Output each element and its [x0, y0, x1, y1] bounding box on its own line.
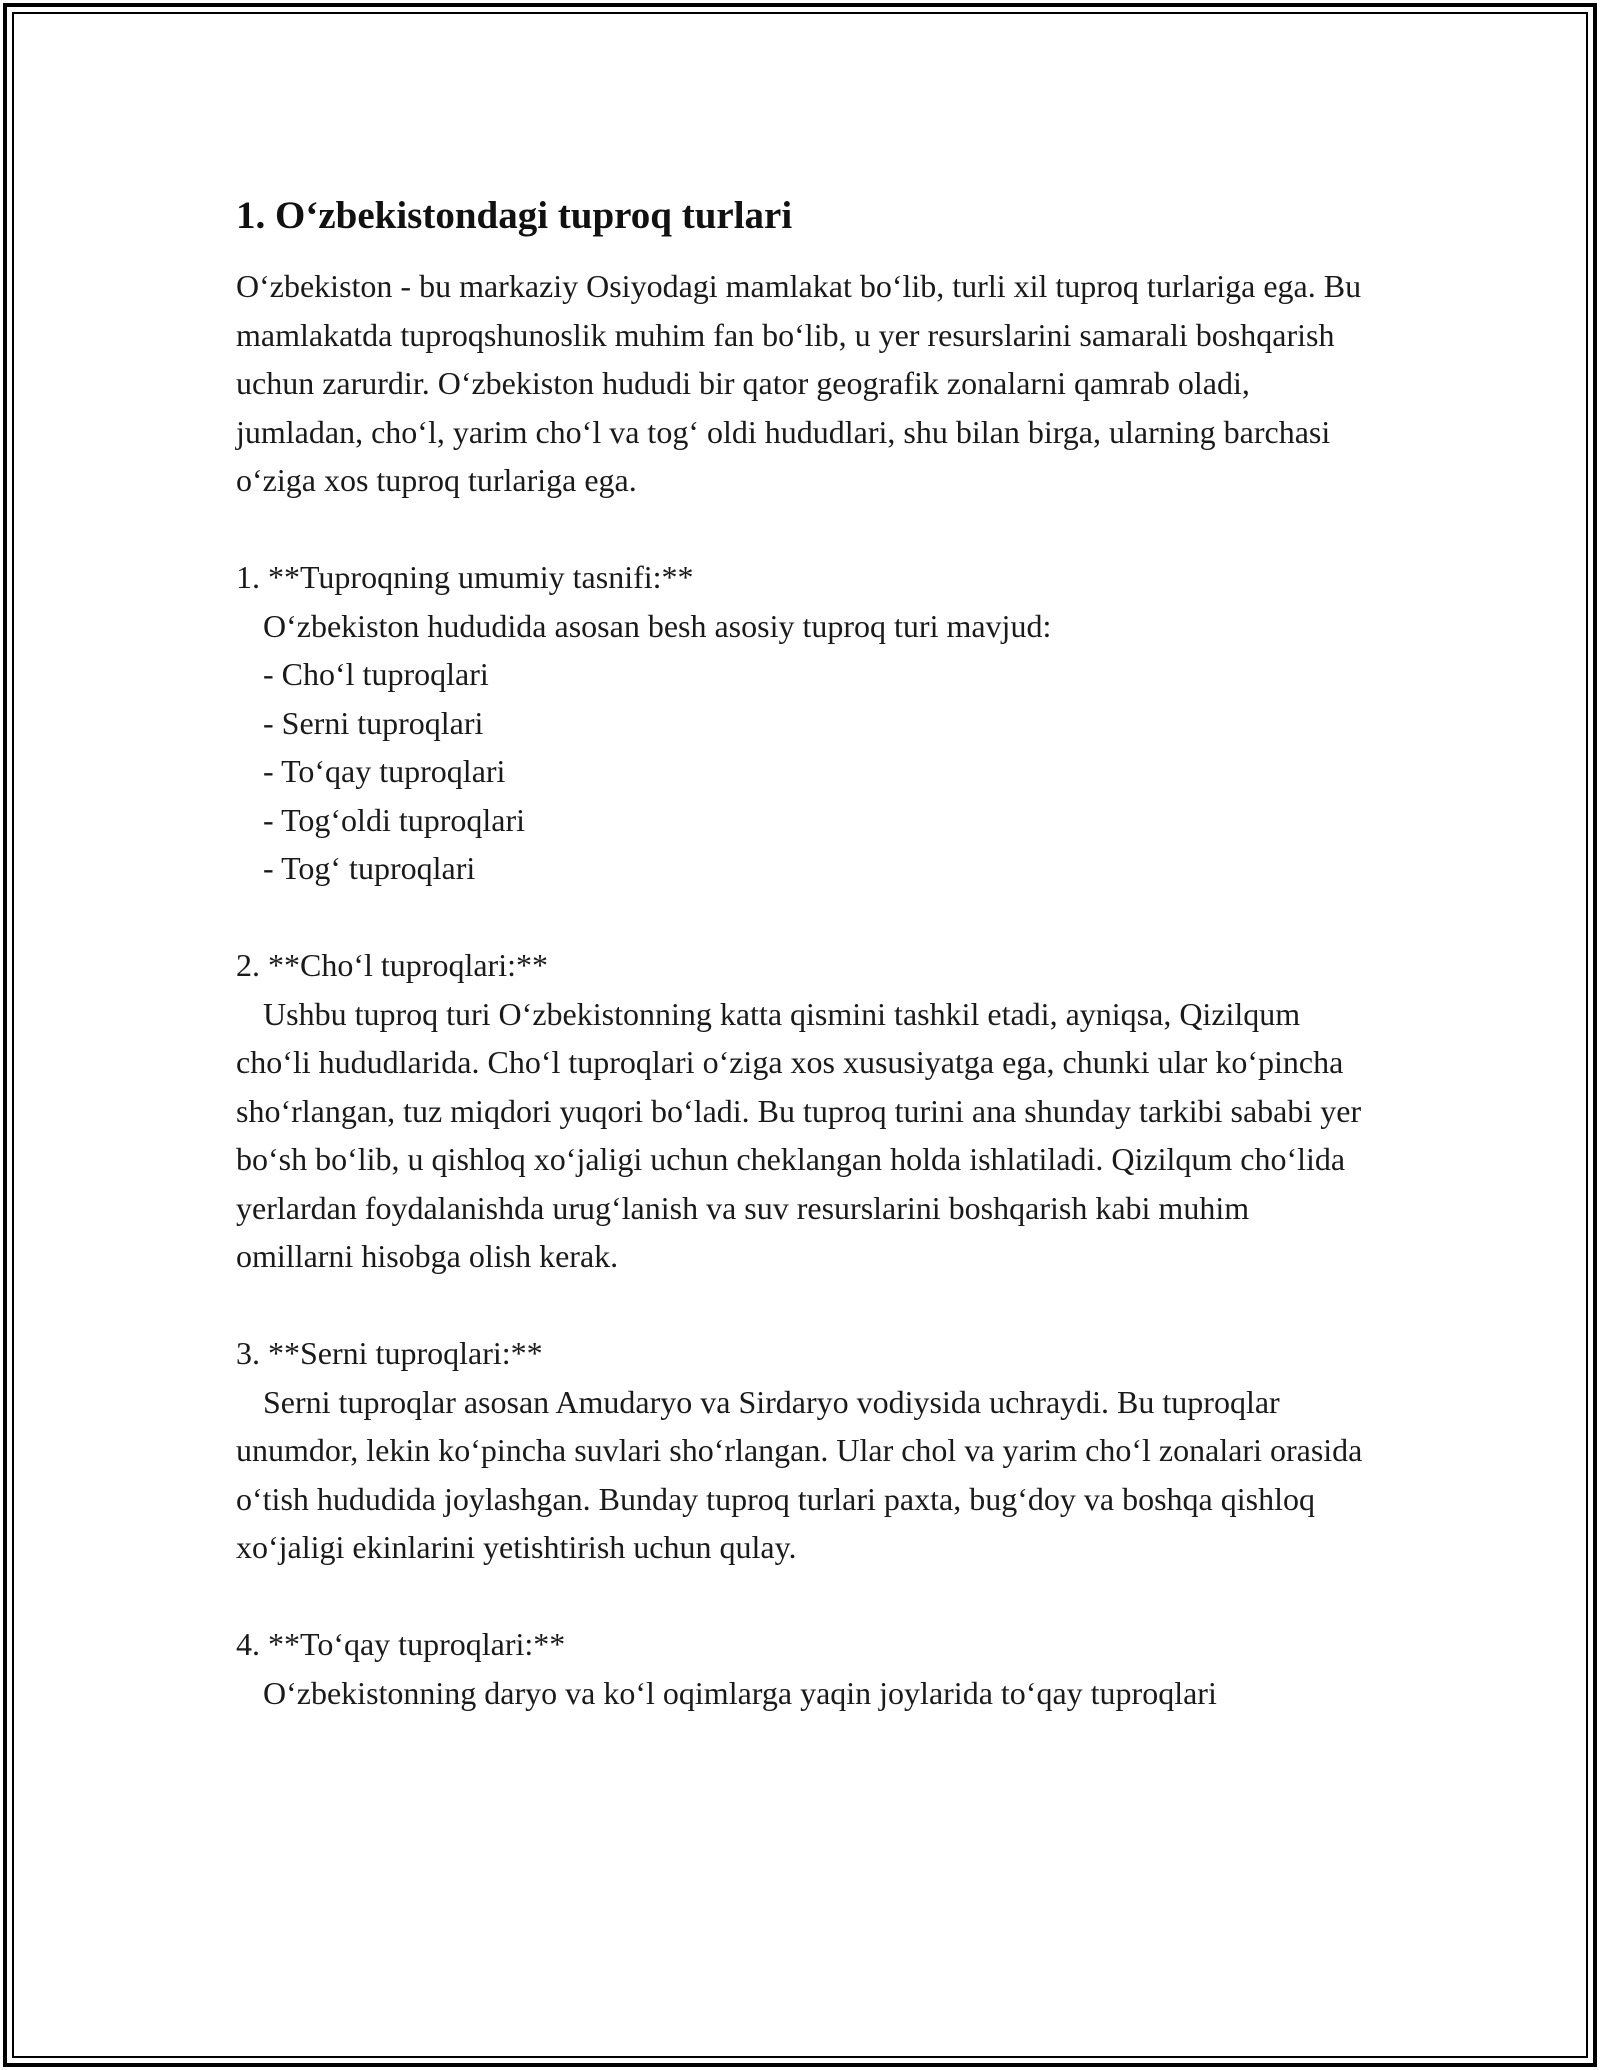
- intro-paragraph: O‘zbekiston - bu markaziy Osiyodagi mamlakat bo‘lib, turli xil tuproq turlariga ega. Bu mamlakatda tuproqshunoslik muhim fan bo‘lib, u yer resurslarini samarali boshqarish uchun zarurdir. O‘zbekiston hududi bir qator geografik zonalarni qamrab oladi, jumladan, cho‘l, yarim cho‘l va tog‘ oldi hududlari, shu bilan birga, ularning barchasi o‘ziga xos tuproq turlariga ega.: [236, 268, 1362, 498]
- section-heading: 2. **Cho‘l tuproqlari:**: [236, 947, 548, 983]
- document-page: [236, 190, 1366, 1717]
- list-item: - To‘qay tuproqlari: [263, 753, 506, 789]
- list-item: - Tog‘oldi tuproqlari: [263, 801, 526, 838]
- section-body: O‘zbekiston hududida asosan besh asosiy tuproq turi mavjud:: [263, 607, 1052, 644]
- list-item: - Serni tuproqlari: [263, 704, 484, 741]
- paragraph-gap: [236, 1572, 1366, 1621]
- section-desert-soils: [236, 941, 1366, 1281]
- section-body: Serni tuproqlar asosan Amudaryo va Sirdaryo vodiysida uchraydi. Bu tuproqlar unumdor, lekin ko‘pincha suvlari sho‘rlangan. Ular chol va yarim cho‘l zonalari orasida o‘tish hududida joylashgan. Bunday tuproq turlari paxta, bug‘doy va boshqa qishloq xo‘jaligi ekinlarini yetishtirish uchun qulay.: [236, 1383, 1363, 1565]
- section-body: Ushbu tuproq turi O‘zbekistonning katta qismini tashkil etadi, ayniqsa, Qizilqum cho‘li hududlarida. Cho‘l tuproqlari o‘ziga xos xususiyatga ega, chunki ular ko‘pincha sho‘rlangan, tuz miqdori yuqori bo‘ladi. Bu tuproq turini ana shunday tarkibi sababi yer bo‘sh bo‘lib, u qishloq xo‘jaligi uchun cheklangan holda ishlatiladi. Qizilqum cho‘lida yerlardan foydalanishda urug‘lanish va suv resurslarini boshqarish kabi muhim omillarni hisobga olish kerak.: [236, 995, 1362, 1274]
- paragraph-gap: [236, 893, 1366, 942]
- section-heading: 3. **Serni tuproqlari:**: [236, 1335, 543, 1371]
- section-heading: 4. **To‘qay tuproqlari:**: [236, 1626, 566, 1662]
- list-item: - Cho‘l tuproqlari: [263, 656, 489, 692]
- document-title: 1. O‘zbekistondagi tuproq turlari: [236, 194, 793, 237]
- section-body: O‘zbekistonning daryo va ko‘l oqimlarga yaqin joylarida to‘qay tuproqlari: [263, 1674, 1217, 1711]
- paragraph-gap: [236, 1281, 1366, 1330]
- section-heading: 1. **Tuproqning umumiy tasnifi:**: [236, 559, 694, 595]
- section-toqay-soils: [236, 1620, 1366, 1717]
- list-item: - Tog‘ tuproqlari: [263, 850, 476, 886]
- section-serni-soils: [236, 1329, 1366, 1572]
- section-general-classification: [236, 553, 1366, 893]
- paragraph-gap: [236, 505, 1366, 554]
